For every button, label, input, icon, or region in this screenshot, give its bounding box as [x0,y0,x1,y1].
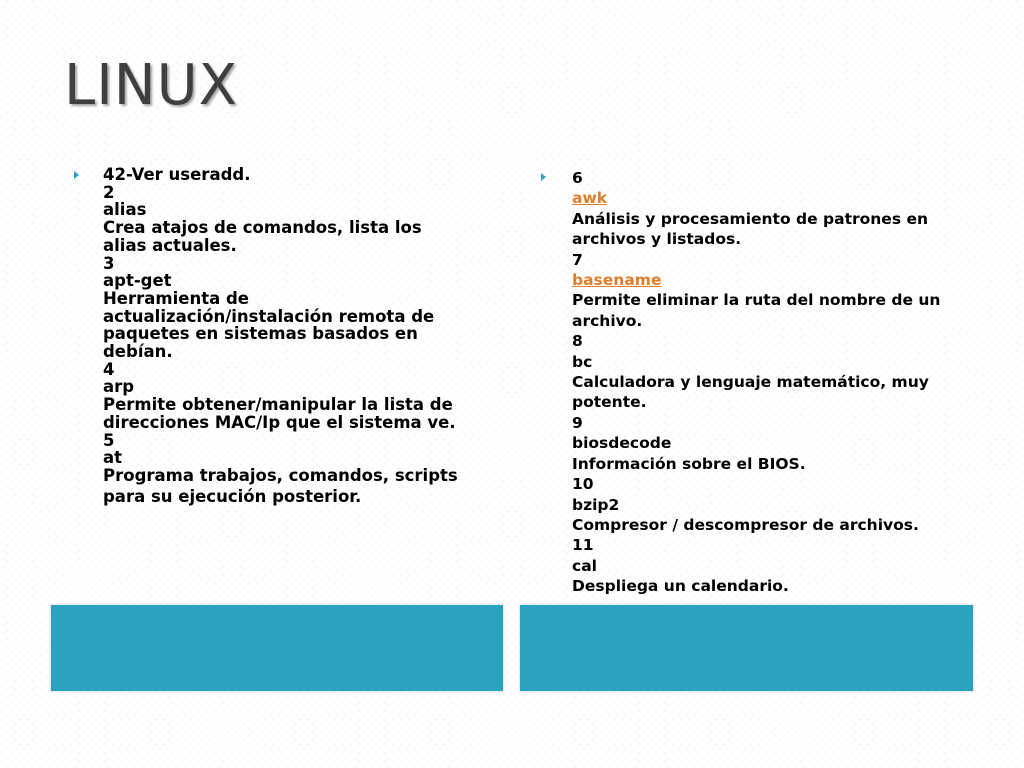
text-line: bzip2 [572,495,620,514]
text-line: direcciones MAC/Ip que el sistema ve. [103,412,456,432]
text-line: Crea atajos de comandos, lista los [103,218,422,238]
text-line: 11 [572,536,594,555]
text-line: alias actuales. [103,235,237,255]
text-line: cal [572,556,597,575]
text-line: 5 [103,430,115,450]
text-line: archivo. [572,311,643,330]
text-line: biosdecode [572,434,672,453]
text-line: arp [103,377,135,397]
text-line: actualización/instalación remota de [103,306,435,326]
text-line: 42-Ver useradd. [103,165,251,184]
right-command-list [572,168,972,597]
text-line: archivos y listados. [572,230,742,249]
text-line: potente. [572,393,647,412]
text-line: alias [103,200,147,220]
text-line: 8 [572,332,583,351]
text-line: Herramienta de [103,288,249,308]
text-line: 2 [103,182,115,202]
basename-link[interactable]: basename [572,271,662,290]
bullet-arrow-icon [541,173,546,181]
text-line: Despliega un calendario. [572,577,789,596]
text-line: 6 [572,169,583,187]
text-line: 10 [572,475,594,494]
text-line: Calculadora y lenguaje matemático, muy [572,373,929,392]
text-line: 7 [572,250,583,269]
text-line: 4 [103,359,115,379]
text-line: para su ejecución posterior. [103,486,362,506]
left-command-list [103,166,503,505]
left-accent-panel [51,605,503,691]
text-line: Compresor / descompresor de archivos. [572,515,919,534]
text-line: Permite obtener/manipular la lista de [103,395,453,415]
awk-link[interactable]: awk [572,189,608,208]
text-line: Información sobre el BIOS. [572,454,806,473]
text-line: Permite eliminar la ruta del nombre de un [572,291,941,310]
text-line: 9 [572,413,583,432]
text-line: apt-get [103,271,172,291]
bullet-arrow-icon [74,171,79,179]
slide-title: LINUX [64,53,238,118]
text-line: 3 [103,253,115,273]
text-line: debían. [103,342,173,362]
text-line: at [103,448,123,468]
text-line: bc [572,352,593,371]
text-line: paquetes en sistemas basados en [103,324,418,344]
text-line: Programa trabajos, comandos, scripts [103,465,458,485]
text-line: Análisis y procesamiento de patrones en [572,209,928,228]
right-accent-panel [520,605,973,691]
